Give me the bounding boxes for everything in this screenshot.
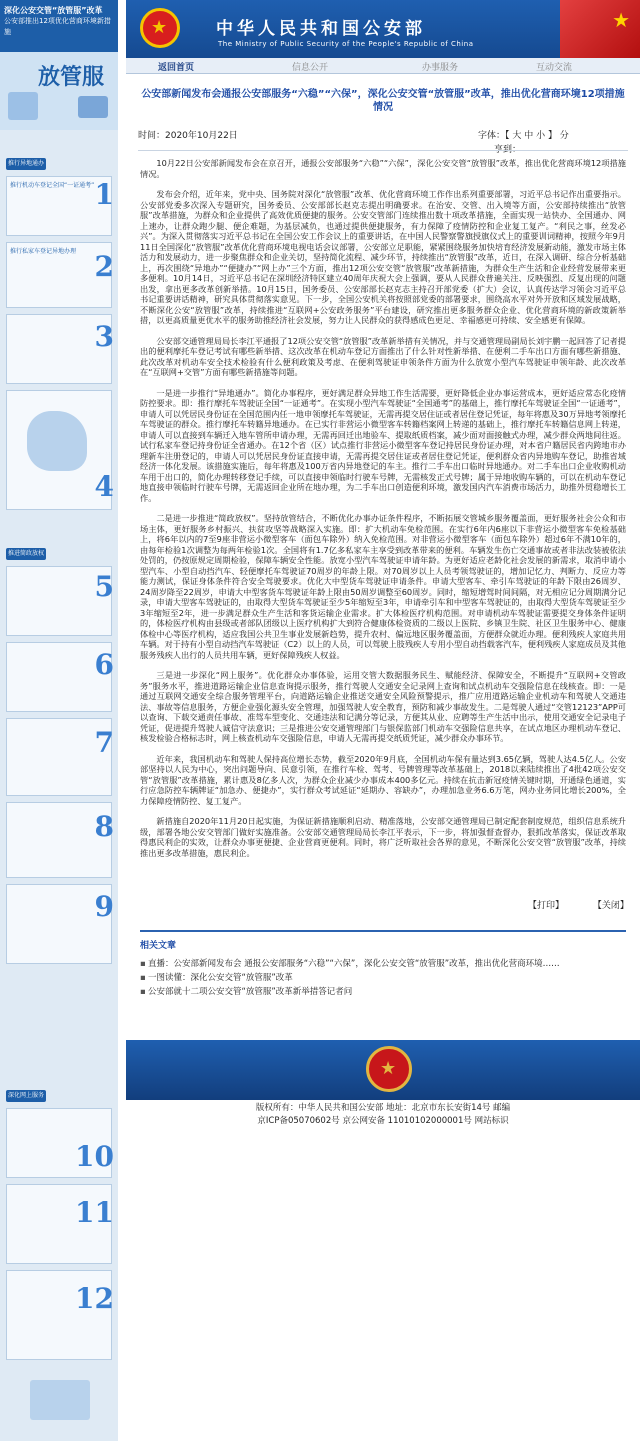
nav-info-link[interactable]: 信息公开 (292, 63, 329, 73)
infographic-item-2-text: 推行私家车登记异地办理 (10, 248, 77, 255)
infographic-item-1-text: 推行机动车登记全国“一证通考” (10, 182, 95, 189)
article-headline: 公安部新闻发布会通报公安部服务“六稳”“六保”，深化公安交管“放管服”改革，推出优化营商环境12项措施情况 (141, 89, 625, 113)
main-content (126, 0, 640, 1441)
car-icon (78, 96, 108, 118)
article-paragraph: 二是进一步推进“简政放权”。坚持放管结合，不断优化办事办证条件程序，不断拓展交管城乡服务覆盖面，更好服务社会公众和市场主体，更好服务乡村振兴、扶贫攻坚等战略深入实施。即：扩大机动车免检范围。在实行6年内6座以下非营运小微型客车免检基础上，将6年以内的7至9座非营运小微型客车（面包车除外）纳入免检范围。对非营运小微型客车（面包车除外）超过6年不满10年的，由每年检验1次调整为每两年检验1次。全国将有1.7亿多私家车主享受到改革带来的便利。车辆发生伤亡交通事故或者非法改装被依法处罚的，仍按原规定周期检验，保障车辆安全性能。放宽小型汽车驾驶证申请年龄。为更好适应老龄化社会发展的新需求，取消申请小型汽车、小型自动挡汽车、轻便摩托车驾驶证70周岁的年龄上限。对70周岁以上人员考领驾驶证的，增加记忆力、判断力、反应力等能力测试，保证身体条件符合安全驾驶要求。优化大中型货车驾驶证申请条件。申请大型客车、牵引车驾驶证的年龄下限由26周岁、24周岁降至22周岁，申请大中型客货车驾驶证年龄上限由50周岁调整至60周岁。同时，缩短增驾时间间隔，对无相应记分周期满分记录，申请大型客车驾驶证的，由取得大型货车驾驶证至少5年缩短至3年，申请牵引车和中型客车驾驶证的，由取得大型货车驾驶证至少3年缩短至2年，进一步满足群众生产生活和客货运输企业需求。扩大体检医疗机构范围。对申请机动车驾驶证需要提交身体条件证明的，体检医疗机构由县级或者部队团级以上医疗机构扩大到符合健康体检资质的二级以上医院、乡镇卫生院、社区卫生服务中心、健康体检中心等医疗机构，适应我国公共卫生事业发展新趋势，提升农村、偏远地区服务覆盖面，方便群众就近办理。便利残疾人家庭共用车辆。对于持有小型自动挡汽车驾驶证（C2）以上的人员，可以驾驶上肢残疾人专用小型自动挡载客汽车，便利残疾人家庭成员及其他服务残疾人出行的人员共用车辆，更好保障残疾人权益。 (140, 513, 626, 660)
infographic-header-line1: 深化公安交管“放管服”改革 (4, 6, 103, 15)
site-title: 中华人民共和国公安部 (216, 19, 426, 39)
infographic-header (0, 0, 118, 52)
divider (138, 150, 628, 151)
related-heading: 相关文章 (140, 941, 177, 951)
infographic-tag-2: 推进简政放权 (6, 548, 46, 560)
police-badge-icon: ★ (366, 1046, 412, 1092)
related-link[interactable]: ▪ 一图读懂：深化公安交管“放管服”改革 (140, 971, 626, 985)
infographic-number-3: 3 (94, 320, 114, 353)
infographic-header-line2: 公安部推出12项优化营商环境新措施 (4, 17, 111, 36)
nav-interaction-link[interactable]: 互动交流 (536, 63, 573, 73)
infographic-number-8: 8 (94, 810, 114, 843)
infographic-tag-3: 深化网上服务 (6, 1090, 46, 1102)
article-paragraph: 一是进一步推行“异地通办”。简化办事程序，更好满足群众异地工作生活需要，更好降低企业办事运营成本，更好适应常态化疫情防控要求。即：推行摩托车驾驶证全国“一证通考”。在实现小型汽车驾驶证“全国通考”的基础上，推行摩托车驾驶证全国“一证通考”，申请人可以凭居民身份证在全国范围内任一地申领摩托车驾驶证，无需再提交居住证或者居住登记凭证，每年将惠及30万异地考领摩托车驾驶证的群众。推行摩托车转籍异地通办。在已实行非营运小微型客车转籍档案网上转递的基础上，推行摩托车转籍信息网上转递，申请人可以直接到车辆迁入地车管所申请办理，无需再回迁出地验车、提取纸质档案，减少面对面接触式办理，减少群众两地间往返。试行私家车登记持身份证全省通办。在12个省（区）试点推行非营运小微型客车登记持居民身份证办理，对本省户籍居民省内跨地市办理新车注册登记的，申请人可以凭居民身份证直接申请，无需再提交居住证或者居住登记凭证，便利群众省内异地购车登记，助推省域经济一体化发展。该措施实施后，每年将惠及100万省内异地登记的车主。推行二手车出口临时异地通办。对二手车出口企业收购机动车用于出口的，简化办理转移登记手续，可以直接申领临时行驶车号牌，无需核发正式号牌；属于异地收购车辆的，可以在机动车登记地直接申领临时行驶车号牌，无需返回企业所在地办理，为二手车出口创造便利环境，激发国内汽车消费市场活力，助推外贸稳增长工作。 (140, 387, 626, 503)
infographic-number-9: 9 (94, 890, 114, 923)
infographic-number-11: 11 (75, 1196, 114, 1229)
infographic-sidebar (0, 0, 118, 1441)
police-figure-icon (30, 1380, 90, 1420)
article-body (140, 158, 626, 868)
main-nav (126, 58, 640, 74)
article-paragraph: 公安部交通管理局局长李江平通报了12项公安交管“放管服”改革新举措有关情况，并与交通管理局副局长刘宇鹏一起回答了记者提出的便利摩托车登记考试有哪些新举措、这次改革在机动车登记方面推出了什么针对性新举措、在便利二手车出口方面有哪些新措施、此次改革对机动车安全技术检验有什么便利政策及考虑、在便利驾驶证申领条件方面为什么放宽小型汽车驾驶证申领年龄、此次改革在“互联网+交管”方面有哪些新措施等问题。 (140, 335, 626, 377)
infographic-number-6: 6 (94, 648, 114, 681)
footer-text (126, 1102, 640, 1128)
infographic-banner-title: 放管服 (38, 64, 105, 90)
infographic-number-7: 7 (94, 726, 114, 759)
article-tools (502, 898, 629, 911)
article-paragraph: 发布会介绍，近年来，党中央、国务院对深化“放管服”改革、优化营商环境工作作出系列重要部署，习近平总书记作出重要指示。公安部党委多次深入专题研究，国务委员、公安部部长赵克志提出明确要求。在治安、交管、出入境等方面，公安部持续推出“放管服”改革措施，为群众和企业提供了高效优质便捷的服务。公安交管部门连续推出数十项改革措施，全面实现一站快办、全国通办、网上速办，让群众跑少腿、便企难题，为基层减负，也通过提供便捷服务，有力保障了疫情防控和企业复工复产。“利民之事，丝发必兴”。为深入贯彻落实习近平总书记在全国公安工作会议上的重要讲话，在中国人民警察警旗授旗仪式上的重要训词精神，按照今年9月11日全国深化“放管服”改革优化营商环境电视电话会议部署，公安部立足职能，紧紧围绕服务加快培育经济发展新动能，激发市场主体活力和发展动力，进一步聚焦群众和企业关切，坚持简化流程、减少环节，持续推出“放管服”改革，近日，在深入调研、综合分析基础上，再次围绕“异地办”“便捷办”“网上办”三个方面，推出12项公安交管“放管服”改革新措施，为群众生产生活和企业经营发展带来更多便利。10月14日，习近平总书记在深圳经济特区建立40周年庆祝大会上强调，要从人民群众普遍关注、反映强烈、反复出现的问题出发，拿出更多改革创新举措。10月15日，国务委员、公安部部长赵克志主持召开部党委（扩大）会议，认真传达学习领会习近平总书记重要讲话精神，研究具体贯彻落实意见。下一步，全国公安机关将按照部党委的部署要求，围绕高水平对外开放和区域发展战略，不断深化公安“放管服”改革，持续推进“互联网+公安政务服务”平台建设，研究推出更多服务群众企业、优化营商环境的新政策新举措，以更高质量更优水平的服务助推经济社会发展，努力让人民群众的获得感成色更足、幸福感更可持续、安全感更有保障。 (140, 189, 626, 325)
police-emblem-icon: ★ (140, 8, 180, 48)
related-articles (140, 930, 626, 999)
article-paragraph: 新措施自2020年11月20日起实施，为保证新措施顺利启动、精准落地，公安部交通管理局已制定配套制度规范，组织信息系统升级，部署各地公安交管部门做好实施准备。公安部交通管理局局长李江平表示，下一步，将加强督查督办，狠抓改革落实，保证改革取得惠民利企的实效，让群众办事更便捷、企业营商更便利。同时，将广泛听取社会各界的意见，不断深化公安交管“放管服”改革，持续推出更多改革措施，惠民利企。 (140, 816, 626, 858)
footer-copyright: 版权所有：中华人民共和国公安部 地址：北京市东长安街14号 邮编 (255, 1103, 511, 1113)
infographic-number-10: 10 (75, 1140, 114, 1173)
infographic-number-4: 4 (94, 470, 114, 503)
infographic-number-5: 5 (94, 570, 114, 603)
site-footer (126, 1040, 640, 1441)
close-button[interactable]: 【关闭】 (592, 901, 629, 911)
infographic-number-1: 1 (94, 178, 114, 211)
nav-home-link[interactable]: 返回首页 (158, 63, 195, 73)
nav-service-link[interactable]: 办事服务 (422, 63, 459, 73)
article-paragraph: 近年来，我国机动车和驾驶人保持高位增长态势，截至2020年9月底，全国机动车保有量达到3.65亿辆，驾驶人达4.5亿人。公安部坚持以人民为中心，突出问题导向、民意引领，在推行车检、驾考、号牌管理等改革基础上，2018以来陆续推出了4批42项公安交管“放管服”改革措施，累计惠及8亿多人次，为群众企业减少办事成本400多亿元。持续在抗击新冠疫情关键时期，开通绿色通道，实行应急防控车辆牌证“加急办、便捷办”，实行群众考试延证“延期办、容缺办”，办理加急业务6.6万笔，网办业务同比增长200%，全力保障疫情防控、复工复产。 (140, 753, 626, 806)
font-size-switcher[interactable]: 字体：【 大 中 小 】 分 (478, 131, 569, 141)
related-link[interactable]: ▪ 公安部就十二项公安交管“放管服”改革新举措答记者问 (140, 985, 626, 999)
flag-icon: ★ (560, 0, 640, 58)
china-map-icon (27, 411, 87, 471)
footer-icp: 京ICP备05070602号 京公网安备 11010102000001号 网站标识 (257, 1116, 509, 1126)
infographic-tag-1: 推行异地通办 (6, 158, 46, 170)
article-paragraph: 三是进一步深化“网上服务”。优化群众办事体验，运用交管大数据服务民生、赋能经济、保障安全，不断提升“互联网+交管政务”服务水平，推进道路运输企业信息查询提示服务，推行驾驶人交通安全记录网上查询和试点机动车交强险信息在线核查。即：一是通过互联网交通安全综合服务管理平台，向道路运输企业推送交通安全风险预警提示，推广应用道路运输企业机动车和驾驶人交通违法、事故等信息服务，方便企业强化源头安全管理，加强驾驶人安全教育，预防和减少事故发生。二是驾驶人通过“交管12123”APP可以查询、下载交通责任事故、准驾车型变化、交通违法和记满分等记录，方便其从业、应聘等生产生活中出示，使用交通安全记录电子凭证，促进提升驾驶人诚信守法意识；三是推进公安交通管理部门与银保监部门机动车交强险信息共享，在试点地区办理机动车登记、核发检验合格标志时，网上核查机动车交强险信息，申请人无需再提交纸质凭证，减少群众办事环节。 (140, 670, 626, 743)
print-button[interactable]: 【打印】 (528, 901, 565, 911)
footer-banner (126, 1040, 640, 1100)
article-paragraph: 10月22日公安部新闻发布会在京召开，通报公安部服务“六稳”“六保”，深化公安交管“放管服”改革，推出优化营商环境12项措施情况。 (140, 158, 626, 179)
site-subtitle: The Ministry of Public Security of the People's Republic of China (218, 40, 474, 48)
infographic-number-12: 12 (75, 1282, 114, 1315)
infographic-banner (0, 52, 118, 130)
related-link[interactable]: ▪ 直播：公安部新闻发布会 通报公安部服务“六稳”“六保”，深化公安交管“放管服”改革，推出优化营商环境…… (140, 957, 626, 971)
site-banner (126, 0, 640, 58)
infographic-number-2: 2 (94, 250, 114, 283)
police-figure-icon (8, 92, 38, 120)
share-label[interactable]: 享到： (494, 145, 522, 155)
article-date: 时间：2020年10月22日 (138, 131, 238, 141)
